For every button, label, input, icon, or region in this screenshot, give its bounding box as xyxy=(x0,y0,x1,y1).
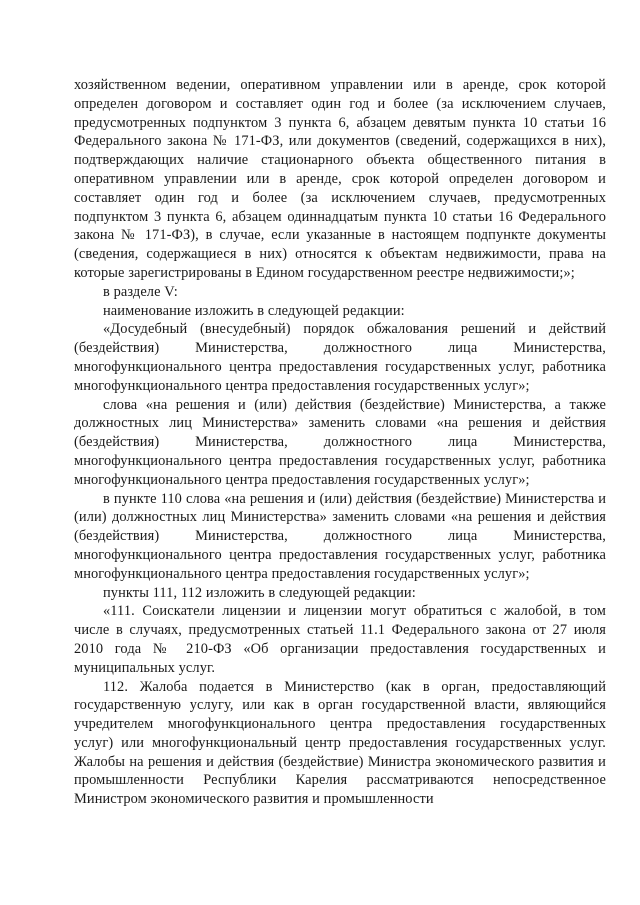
paragraph-words-replace: слова «на решения и (или) действия (бездействие) Министерства, а также должностных лиц Министерства» заменить словами «на решения и действия (бездействия) Министерства, должностного лица Министерства, многофункционального центра предоставления государственных услуг, работника многофункционального центра предоставления государственных услуг»; xyxy=(74,396,606,488)
paragraph-point-110: в пункте 110 слова «на решения и (или) действия (бездействие) Министерства и (или) должностных лиц Министерства» заменить словами «на решения и действия (бездействия) Министерства, должностного лица Министерства, многофункционального центра предоставления государственных услуг, работника многофункционального центра предоставления государственных услуг»; xyxy=(74,490,606,582)
paragraph-continuation: хозяйственном ведении, оперативном управлении или в аренде, срок которой определен договором и составляет один год и более (за исключением случаев, предусмотренных подпунктом 3 пункта 6, абзацем девятым пункта 10 статьи 16 Федерального закона № 171-ФЗ, или документов (сведений, содержащихся в них), подтверждающих наличие стационарного объекта общественного питания в оперативном управлении или в аренде, срок которой определен договором и составляет один год и более (за исключением случаев, предусмотренных подпунктом 3 пункта 6, абзацем одиннадцатым пункта 10 статьи 16 Федерального закона № 171-ФЗ), в случае, если указанные в настоящем подпункте документы (сведения, содержащиеся в них) относятся к объектам недвижимости, права на которые зарегистрированы в Едином государственном реестре недвижимости;»; xyxy=(74,77,606,281)
paragraph-point-112: 112. Жалоба подается в Министерство (как в орган, предоставляющий государственную услугу, или как в орган государственной власти, являющийся учредителем многофункционального центра предоставления государственных услуг) или многофункциональный центр предоставления государственных услуг. Жалобы на решения и действия (бездействие) Министра экономического развития и промышленности Республики Карелия рассматриваются непосредственное Министром экономического развития и промышленности xyxy=(74,678,606,808)
paragraph-title-instruction: наименование изложить в следующей редакции: xyxy=(103,302,405,319)
paragraph-points-111-112: пункты 111, 112 изложить в следующей редакции: xyxy=(103,584,416,601)
paragraph-point-111: «111. Соискатели лицензии и лицензии могут обратиться с жалобой, в том числе в случаях, предусмотренных статьей 11.1 Федерального закона от 27 июля 2010 года № 210-ФЗ «Об организации предоставления государственных и муниципальных услуг. xyxy=(74,603,606,676)
paragraph-section-v: в разделе V: xyxy=(103,283,178,300)
paragraph-new-title: «Досудебный (внесудебный) порядок обжалования решений и действий (бездействия) Министерства, должностного лица Министерства, многофункционального центра предоставления государственных услуг, работника многофункционального центра предоставления государственных услуг»; xyxy=(74,321,606,394)
